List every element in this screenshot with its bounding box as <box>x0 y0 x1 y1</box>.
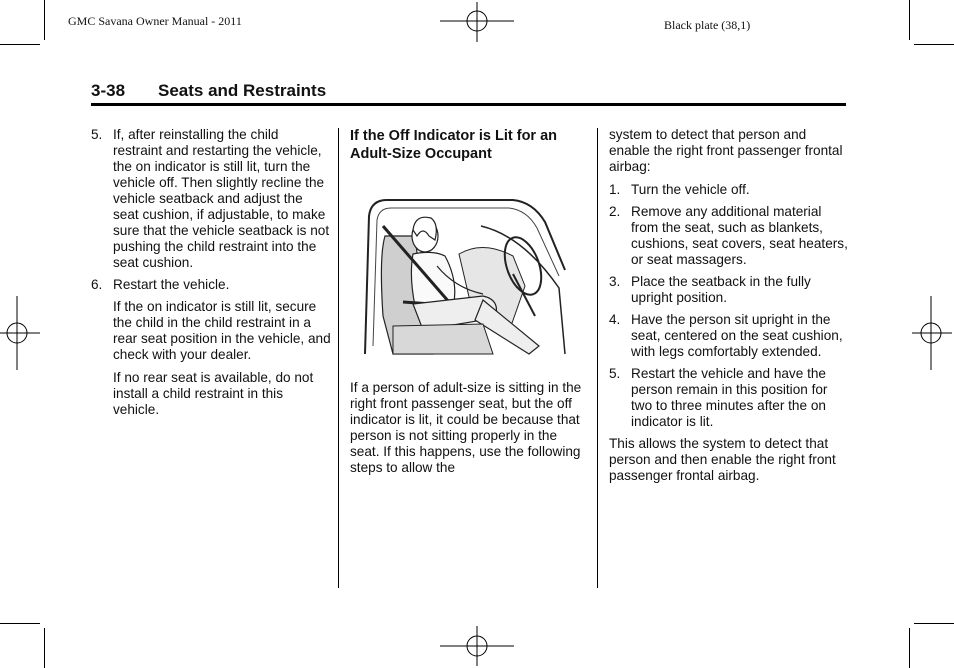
paragraph: If no rear seat is available, do not install a child restraint in this vehicle. <box>113 370 314 417</box>
step-number: 1. <box>609 182 621 197</box>
crop-mark <box>909 0 910 40</box>
registration-mark-right <box>912 296 952 370</box>
column-left <box>91 127 331 425</box>
crop-mark <box>44 0 45 40</box>
step-text: Restart the vehicle and have the person remain in this position for two to three minutes after the on indicator is lit. <box>631 366 828 429</box>
paragraph: system to detect that person and enable the right front passenger frontal airbag: <box>609 127 843 174</box>
step-number: 6. <box>91 277 103 292</box>
registration-mark-top <box>440 2 514 42</box>
list-item <box>609 312 849 360</box>
column-divider <box>597 128 598 588</box>
list-item <box>91 127 331 271</box>
list-item <box>91 277 331 293</box>
crop-mark <box>914 623 954 624</box>
step-text: Remove any additional material from the seat, such as blankets, cushions, seat covers, seat heaters, or seat massagers. <box>631 204 848 267</box>
step-number: 5. <box>609 366 621 381</box>
step-text: If, after reinstalling the child restraint and restarting the vehicle, the on indicator is still lit, turn the vehicle off. Then slightly recline the vehicle seatback and adjust the seat cushion, if adjustable, to make sure that the vehicle seatback is not pushing the child restraint into the seat cushion. <box>113 127 330 270</box>
subsection-heading: If the Off Indicator is Lit for an Adult-Size Occupant <box>350 128 558 162</box>
plate-label: Black plate (38,1) <box>664 18 751 32</box>
section-title: Seats and Restraints <box>158 81 327 100</box>
column-middle-body <box>350 380 585 483</box>
registration-mark-left <box>0 296 40 370</box>
page-number: 3-38 <box>91 81 126 100</box>
registration-mark-bottom <box>440 626 514 666</box>
manual-title: GMC Savana Owner Manual - 2011 <box>68 14 242 28</box>
crop-mark <box>914 44 954 45</box>
paragraph: If a person of adult-size is sitting in the right front passenger seat, but the off indicator is lit, it could be because that person is not sitting properly in the seat. If this happens, use the following steps to allow the <box>350 380 582 475</box>
crop-mark <box>0 44 40 45</box>
list-item <box>609 274 849 306</box>
section-header <box>91 81 846 106</box>
step-text: Turn the vehicle off. <box>631 182 750 197</box>
column-middle <box>350 127 585 170</box>
step-number: 2. <box>609 204 621 219</box>
paragraph: This allows the system to detect that person and then enable the right front passenger frontal airbag. <box>609 436 836 483</box>
step-number: 5. <box>91 127 103 142</box>
column-right <box>609 127 849 491</box>
list-item <box>609 366 849 430</box>
crop-mark <box>44 628 45 668</box>
occupant-illustration <box>363 196 567 356</box>
paragraph: If the on indicator is still lit, secure the child in the child restraint in a rear seat position in the vehicle, and check with your dealer. <box>113 299 331 362</box>
step-number: 4. <box>609 312 621 327</box>
list-item <box>609 204 849 268</box>
step-text: Have the person sit upright in the seat, centered on the seat cushion, with legs comfortably extended. <box>631 312 843 359</box>
step-text: Place the seatback in the fully upright position. <box>631 274 811 305</box>
list-item <box>609 182 849 198</box>
crop-mark <box>909 628 910 668</box>
crop-mark <box>0 623 40 624</box>
step-number: 3. <box>609 274 621 289</box>
column-divider <box>338 128 339 588</box>
step-text: Restart the vehicle. <box>113 277 230 292</box>
